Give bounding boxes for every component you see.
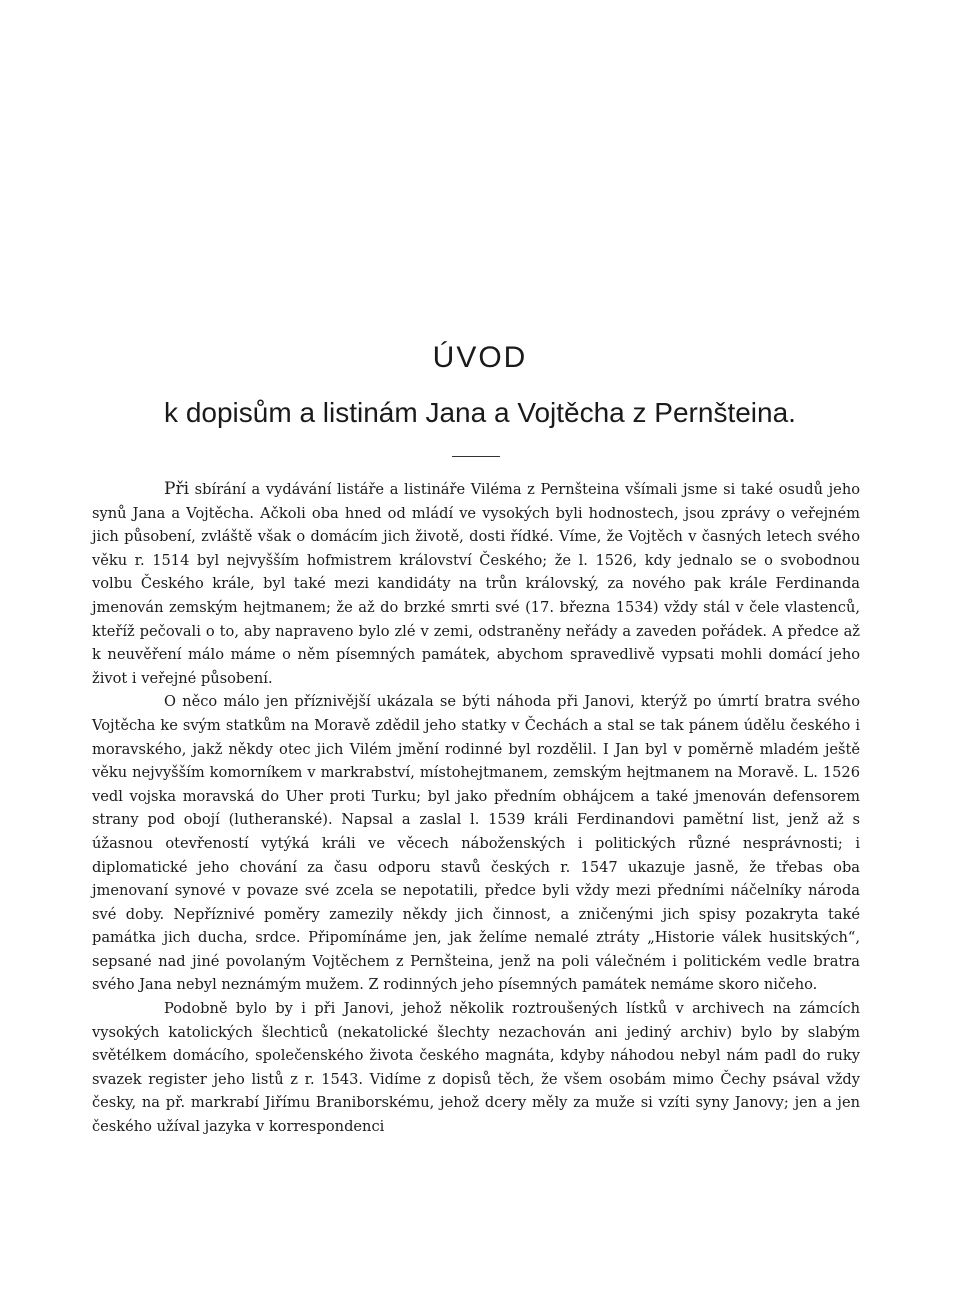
paragraph-3 — [92, 997, 860, 1139]
paragraph-text: Podobně bylo by i při Janovi, jehož několik roztroušených lístků v archivech na zámcích vysokých katolických šlechticů (nekatolické šlechty nezachován ani jediný archiv) bylo by slabým světélkem domácího, společenského života českého magnáta, kdyby náhodou nebyl nám padl do ruky svazek register jeho listů z r. 1543. Vidíme z dopisů těch, že všem osobám mimo Čechy psával vždy česky, na př. markrabí Jiřímu Braniborskému, jehož dcery měly za muže si vzíti syny Janovy; jen a jen českého užíval jazyka v korrespondenci — [92, 1000, 860, 1136]
paragraph-text: O něco málo jen příznivější ukázala se býti náhoda při Janovi, kterýž po úmrtí bratra svého Vojtěcha ke svým statkům na Moravě zdědil jeho statky v Čechách a stal se tak pánem údělu českého i moravského, jakž někdy otec jich Vilém jmění rodinné byl rozdělil. I Jan byl v poměrně mladém ještě věku nejvyšším komorníkem v markrabství, místohejtmanem, zemským hejtmanem na Moravě. L. 1526 vedl vojska moravská do Uher proti Turku; byl jako předním obhájcem a také jmenován defensorem strany pod obojí (lutheranské). Napsal a zaslal l. 1539 králi Ferdinandovi pamětní list, jenž až s úžasnou otevřeností vytýká králi ve věcech náboženských i politických různé nesprávnosti; i diplomatické jeho chování za času odporu stavů českých r. 1547 ukazuje jasně, že třebas oba jmenovaní synové v povaze své zcela se nepotatili, předce byli vždy mezi předními náčelníky národa své doby. Nepříznivé poměry zamezily někdy jich činnost, a zničenými jich spisy pozakryta také památka jich ducha, srdce. Připomínáme jen, jak želíme nemalé ztráty „Historie válek husitských“, sepsané nad jiné povolaným Vojtěchem z Pernšteina, jenž na poli válečném i politickém vedle bratra svého Jana nebyl neznámým mužem. Z rodinných jeho písemných památek nemáme skoro ničeho. — [92, 693, 860, 994]
paragraph-1 — [92, 478, 860, 690]
page-subtitle: k dopisům a listinám Jana a Vojtěcha z Pernšteina. — [164, 397, 796, 428]
body-text — [92, 478, 860, 1139]
paragraph-2 — [92, 690, 860, 997]
title-divider — [452, 456, 500, 457]
paragraph-text: sbírání a vydávání listáře a listináře Viléma z Pernšteina všímali jsme si také osudů jeho synů Jana a Vojtěcha. Ačkoli oba hned od mládí ve vysokých byli hodnostech, jsou zprávy o veřejném jich působení, zvláště však o domácím jich životě, dosti řídké. Víme, že Vojtěch v časných letech svého věku r. 1514 byl nejvyšším hofmistrem království Českého; že l. 1526, kdy jednalo se o svobodnou volbu Českého krále, byl také mezi kandidáty na trůn královský, za nového pak krále Ferdinanda jmenován zemským hejtmanem; že až do brzké smrti své (17. března 1534) vždy stál v čele vlastenců, kteříž pečovali o to, aby napraveno bylo zlé v zemi, odstraněny neřády a zaveden pořádek. A předce až k neuvěření málo máme o něm písemných památek, abychom spravedlivě vypsati mohli domácí jeho život i veřejné působení. — [92, 481, 860, 687]
paragraph-lead-word: Při — [164, 479, 190, 499]
page-title: ÚVOD — [432, 341, 528, 374]
